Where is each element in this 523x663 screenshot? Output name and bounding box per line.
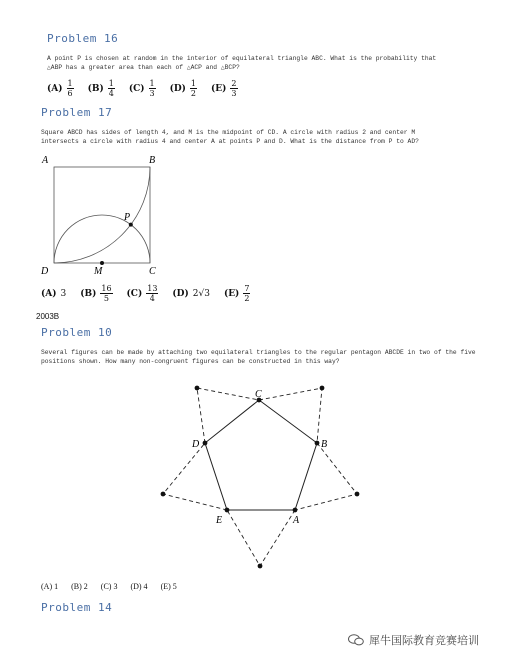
answer-fraction: [108, 79, 115, 98]
fraction-denominator: 3: [231, 89, 237, 98]
watermark-text: 犀牛国际教育竞赛培训: [369, 634, 479, 647]
answer-option: [127, 284, 159, 303]
answer-option: (B) 2: [71, 582, 88, 591]
answer-option: [170, 79, 197, 98]
fraction-numerator: 1: [190, 79, 197, 88]
answer-fraction: [146, 284, 158, 303]
answer-option-label: (B): [87, 83, 104, 94]
label-d: D: [192, 439, 200, 450]
answer-option: [88, 79, 115, 98]
problem-17-statement-line1: Square ABCD has sides of length 4, and M is the midpoint of CD. A circle with radius 2 and center M: [41, 129, 416, 136]
answer-option-label: (C): [128, 83, 145, 94]
answer-option: [47, 79, 74, 98]
answer-option: [129, 79, 156, 98]
problem-10-statement-line1: Several figures can be made by attaching two equilateral triangles to the regular pentagon ABCDE in two of the five: [41, 349, 476, 356]
arc-radius-2-center-m: [54, 215, 150, 263]
answer-option-label: (D): [169, 83, 186, 94]
label-m: M: [94, 266, 103, 277]
label-e: E: [216, 515, 223, 526]
fraction-denominator: 4: [108, 89, 114, 98]
pentagon-star-diagram: [150, 370, 380, 580]
fraction-numerator: 16: [101, 284, 112, 293]
answer-option-label: (B): [80, 288, 97, 299]
problem-10-options: [41, 582, 190, 591]
fraction-denominator: 2: [244, 294, 250, 303]
label-a: A: [42, 155, 49, 166]
answer-fraction: [230, 79, 237, 98]
label-b: B: [321, 439, 328, 450]
wechat-icon: [348, 634, 364, 646]
answer-option-label: (C): [126, 288, 143, 299]
source-tag: 2003B: [36, 312, 60, 321]
answer-option: [172, 289, 210, 299]
problem-10-heading: Problem 10: [41, 326, 113, 339]
answer-fraction: [243, 284, 250, 303]
label-c: C: [149, 266, 156, 277]
fraction-denominator: 5: [103, 294, 109, 303]
fraction-numerator: 13: [147, 284, 158, 293]
answer-option: [224, 284, 250, 303]
problem-10-statement-line2: positions shown. How many non-congruent figures can be constructed in this way?: [41, 358, 340, 365]
answer-fraction: [149, 79, 156, 98]
answer-fraction: [190, 79, 197, 98]
fraction-numerator: 7: [244, 284, 250, 293]
fraction-numerator: 1: [67, 79, 73, 88]
square-circles-diagram: [36, 150, 176, 280]
answer-option-label: (A): [41, 288, 57, 299]
label-b: B: [149, 155, 156, 166]
vertex-dots: [161, 386, 360, 569]
answer-option-label: (D): [172, 288, 189, 299]
problem-14-heading: Problem 14: [41, 601, 113, 614]
fraction-numerator: 2: [231, 79, 237, 88]
watermark: [348, 632, 479, 648]
answer-value: 2√3: [192, 288, 210, 299]
problem-17-statement-line2: intersects a circle with radius 4 and center A at points P and D. What is the distance from P to AD?: [41, 138, 419, 145]
answer-option: [211, 79, 237, 98]
fraction-numerator: 1: [108, 79, 114, 88]
answer-option-label: (A): [47, 83, 63, 94]
answer-option: (A) 1: [41, 582, 59, 591]
fraction-denominator: 4: [149, 294, 155, 303]
answer-option: (E) 5: [160, 582, 177, 591]
fraction-denominator: 6: [67, 89, 73, 98]
problem-16-statement-line1: A point P is chosen at random in the interior of equilateral triangle ABC. What is the probability that: [47, 55, 437, 62]
label-p: P: [124, 212, 131, 223]
answer-fraction: [67, 79, 74, 98]
pentagon-abcde: [205, 400, 317, 510]
answer-option: [41, 289, 66, 299]
fraction-denominator: 3: [149, 89, 155, 98]
label-c: C: [255, 389, 262, 400]
answer-option: (D) 4: [130, 582, 148, 591]
point-m: [100, 261, 104, 265]
point-p: [129, 223, 133, 227]
answer-fraction: [100, 284, 112, 303]
answer-option: [80, 284, 112, 303]
answer-option: (C) 3: [100, 582, 118, 591]
label-d: D: [41, 266, 49, 277]
answer-option-label: (E): [223, 288, 240, 299]
problem-16-options: [47, 79, 252, 98]
problem-17-heading: Problem 17: [41, 106, 113, 119]
problem-16-heading: Problem 16: [47, 32, 119, 45]
problem-16-statement-line2: △ABP has a greater area than each of △ACP and △BCP?: [47, 64, 240, 71]
answer-value: 3: [60, 288, 67, 299]
problem-17-options: [41, 284, 264, 303]
label-a: A: [293, 515, 300, 526]
fraction-denominator: 2: [190, 89, 197, 98]
fraction-numerator: 1: [149, 79, 155, 88]
attached-triangles-dashed: [163, 388, 357, 566]
answer-option-label: (E): [211, 83, 227, 94]
